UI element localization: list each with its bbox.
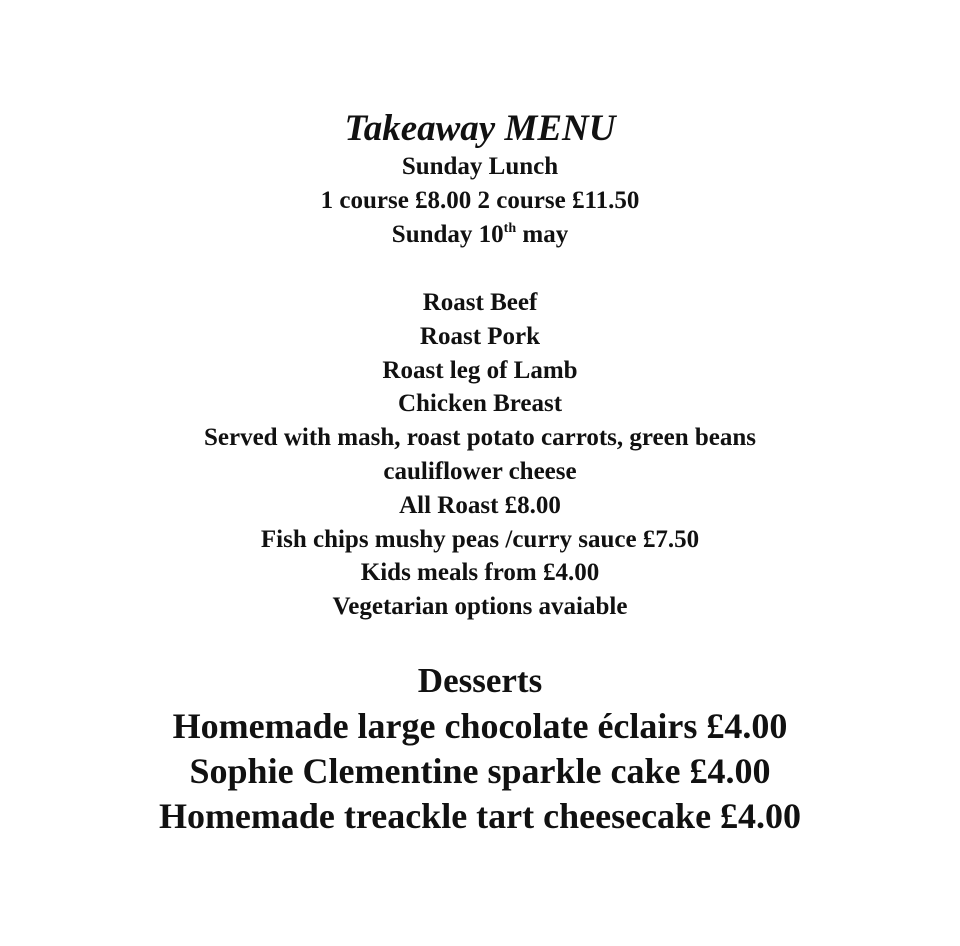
main-item: Vegetarian options avaiable (332, 593, 628, 621)
dessert-item: Homemade large chocolate éclairs £4.00 (172, 706, 788, 746)
menu-subtitle: Sunday Lunch (401, 153, 559, 180)
menu-info (0, 150, 960, 256)
main-item: All Roast £8.00 (399, 491, 561, 519)
dessert-item: Sophie Clementine sparkle cake £4.00 (189, 751, 771, 791)
main-item: Kids meals from £4.00 (360, 559, 600, 587)
main-item: Served with mash, roast potato carrots, green beans (203, 424, 757, 452)
main-item: Roast Pork (419, 322, 541, 350)
desserts-section (0, 658, 960, 839)
main-item: Chicken Breast (397, 390, 563, 418)
date-month: may (516, 221, 569, 248)
date-day: Sunday 10 (391, 221, 504, 248)
course-prices: 1 course £8.00 2 course £11.50 (320, 187, 640, 214)
mains-list (0, 286, 960, 624)
main-item: Fish chips mushy peas /curry sauce £7.50 (260, 525, 700, 553)
menu-date (0, 218, 960, 256)
main-item: Roast Beef (422, 289, 538, 316)
menu-title: Takeaway MENU (344, 108, 616, 149)
main-item: Roast leg of Lamb (382, 356, 578, 384)
main-item: cauliflower cheese (383, 457, 577, 485)
date-ordinal: th (503, 221, 517, 236)
desserts-heading: Desserts (417, 661, 543, 700)
dessert-item: Homemade treackle tart cheesecake £4.00 (158, 796, 802, 836)
